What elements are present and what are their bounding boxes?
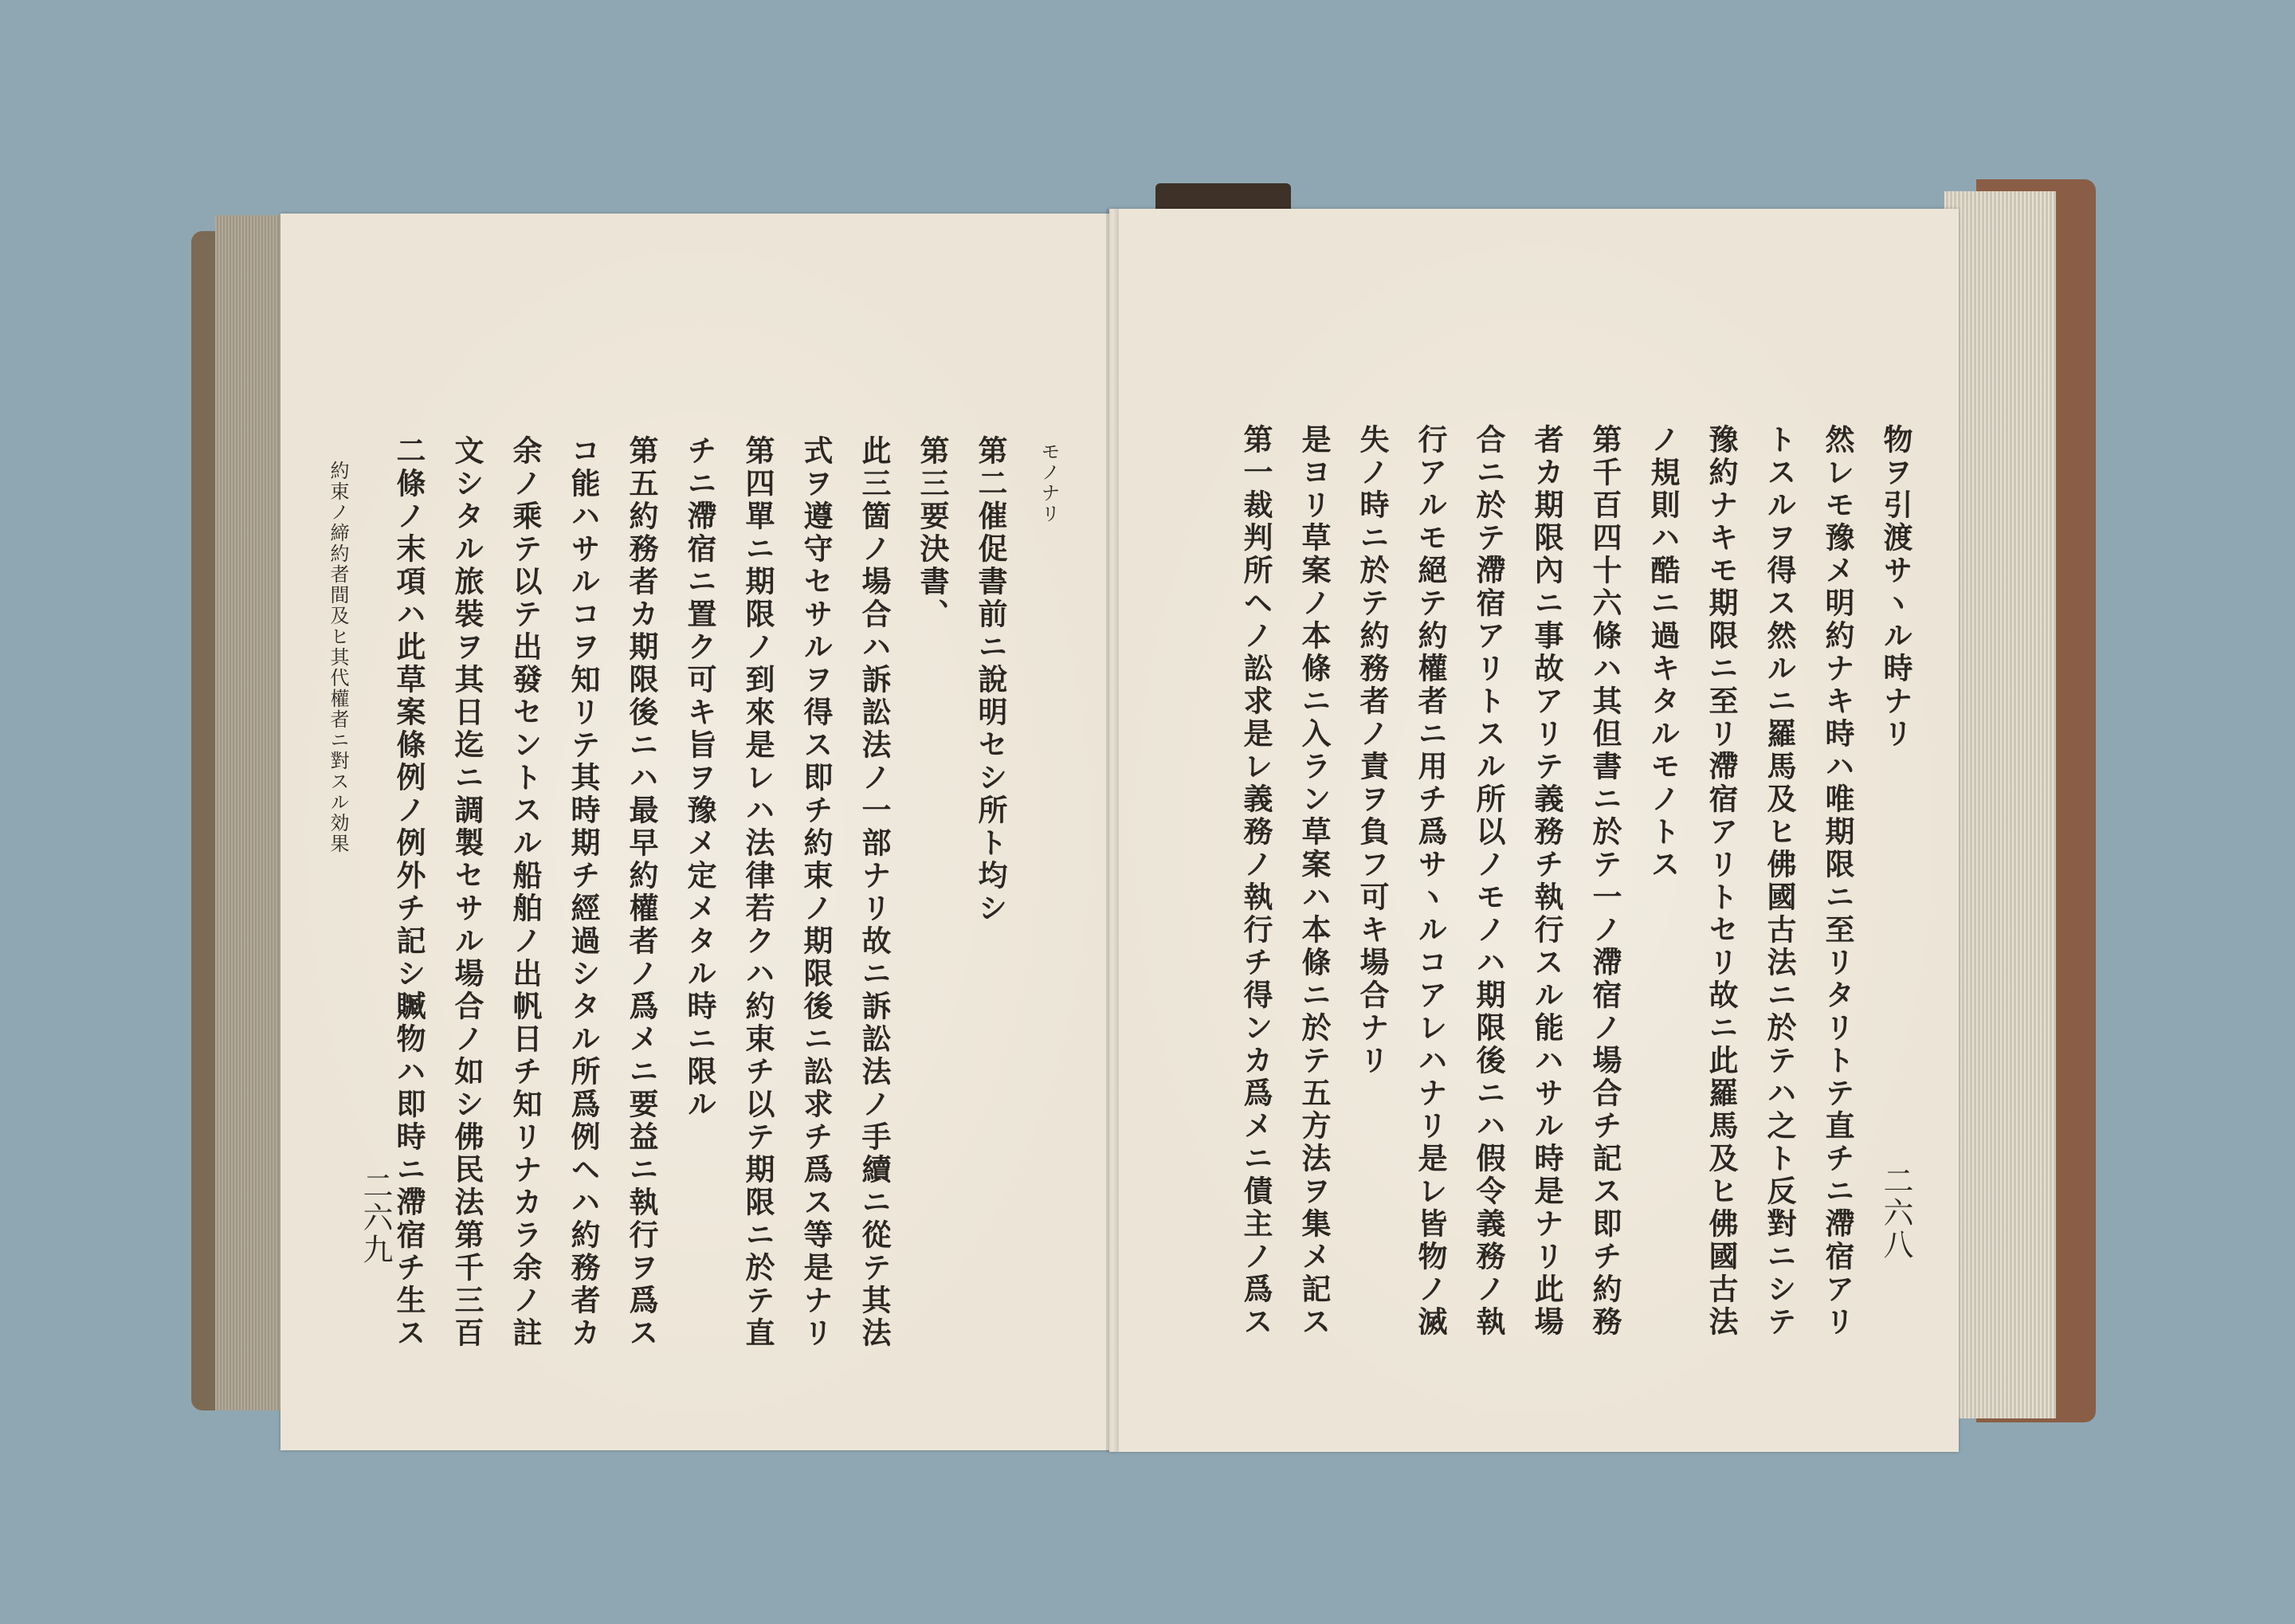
right-column-10: 失ノ時ニ於テ約務者ノ責ヲ負フ可キ場合ナリ <box>1355 424 1390 1077</box>
right-column-8: 合ニ於テ滯宿アリトスル所以ノモノハ期限後ニハ假令義務ノ執 <box>1471 424 1506 1339</box>
left-column-8: 第五約務者カ期限後ニハ最早約權者ノ爲メニ要益ニ執行ヲ爲ス <box>624 435 659 1350</box>
page-edges-right <box>1944 191 2056 1418</box>
right-column-4: 豫約ナキモ期限ニ至リ滯宿アリトセリ故ニ此羅馬及ヒ佛國古法 <box>1704 424 1739 1339</box>
running-head: 約束ノ締約者間及ヒ其代權者ニ對スル効果 <box>327 461 349 854</box>
left-column-4: 此三箇ノ場合ハ訴訟法ノ一部ナリ故ニ訴訟法ノ手續ニ從テ其法 <box>857 435 892 1350</box>
left-column-6: 第四單ニ期限ノ到來是レハ法律若クハ約束チ以テ期限ニ於テ直 <box>740 435 775 1350</box>
right-column-11: 是ヨリ草案ノ本條ニ入ラン草案ハ本條ニ於テ五方法ヲ集メ記ス <box>1297 424 1332 1339</box>
left-column-1: モノナリ <box>1038 441 1060 524</box>
right-column-6: 第千百四十六條ハ其但書ニ於テ一ノ滯宿ノ場合チ記ス即チ約務 <box>1587 424 1622 1339</box>
right-column-12: 第一裁判所ヘノ訟求是レ義務ノ執行チ得ンカ爲メニ債主ノ爲ス <box>1238 424 1273 1339</box>
left-column-3: 第三要決書、 <box>915 435 950 631</box>
right-column-5: ノ規則ハ酷ニ過キタルモノトス <box>1646 424 1681 881</box>
right-page <box>1109 209 1959 1452</box>
left-column-9: コ能ハサルコヲ知リテ其時期チ經過シタル所爲例ヘハ約務者カ <box>566 435 601 1350</box>
left-column-2: 第二催促書前ニ說明セシ所ト均シ <box>973 435 1008 925</box>
left-page <box>280 214 1116 1450</box>
left-column-5: 式ヲ遵守セサルヲ得ス即チ約束ノ期限後ニ訟求チ爲ス等是ナリ <box>798 435 834 1350</box>
left-column-7: チニ滯宿ニ置ク可キ旨ヲ豫メ定メタル時ニ限ル <box>682 435 717 1121</box>
right-column-2: 然レモ豫メ明約ナキ時ハ唯期限ニ至リタリトテ直チニ滯宿アリ <box>1820 424 1855 1339</box>
left-column-11: 文シタル旅裝ヲ其日迄ニ調製セサル場合ノ如シ佛民法第千三百 <box>449 435 484 1350</box>
left-column-12: 二條ノ末項ハ此草案條例ノ例外チ記シ贓物ハ即時ニ滯宿チ生ス <box>391 435 426 1350</box>
left-column-10: 余ノ乘テ以テ出發セントスル船舶ノ出帆日チ知リナカラ余ノ註 <box>508 435 543 1350</box>
right-column-3: トスルヲ得ス然ルニ羅馬及ヒ佛國古法ニ於テハ之ト反對ニシテ <box>1762 424 1797 1339</box>
page-number-right: 二六八 <box>1878 1165 1913 1261</box>
book-gutter <box>1106 209 1119 1452</box>
right-column-1: 物ヲ引渡サヽル時ナリ <box>1878 424 1913 751</box>
page-number-left: 二六九 <box>358 1170 393 1265</box>
right-column-7: 者カ期限內ニ事故アリテ義務チ執行スル能ハサル時是ナリ此場 <box>1529 424 1564 1339</box>
right-column-9: 行アルモ絕テ約權者ニ用チ爲サヽルコアレハナリ是レ皆物ノ滅 <box>1413 424 1448 1339</box>
